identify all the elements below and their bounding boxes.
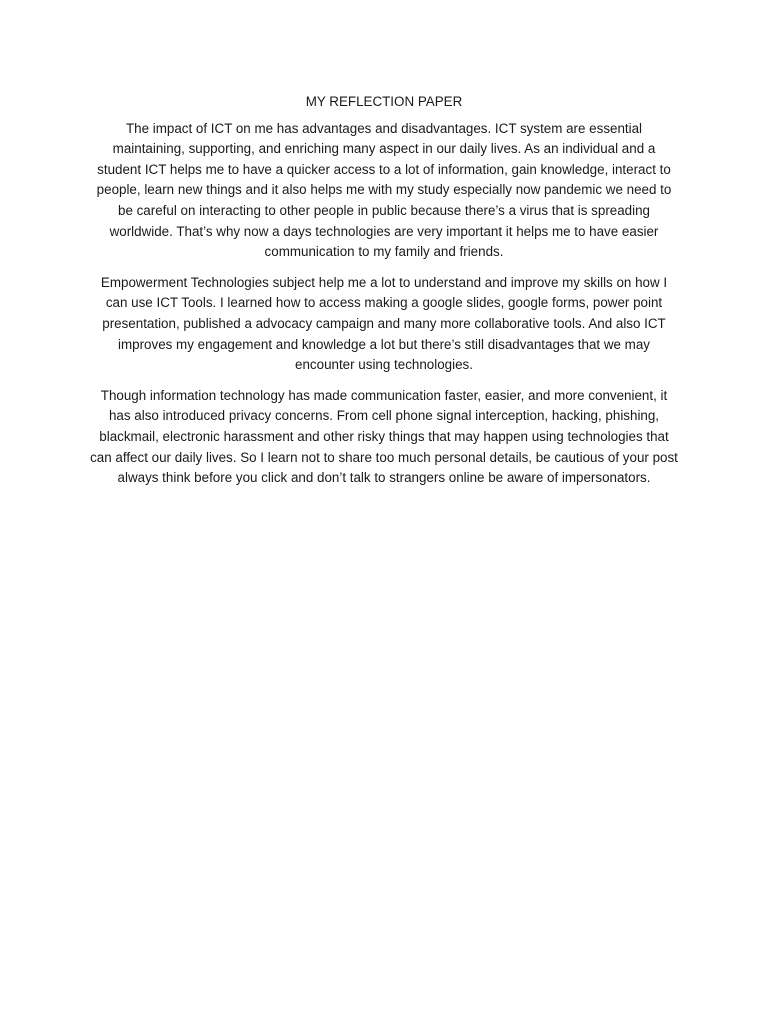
paragraph-ict-impact: The impact of ICT on me has advantages and disadvantages. ICT system are essential maintaining, supporting, and enriching many aspect in our daily lives. As an individual and a student ICT helps me to have a quicker access to a lot of information, gain knowledge, interact to people, learn new things and it also helps me with my study especially now pandemic we need to be careful on interacting to other people in public because there’s a virus that is spreading worldwide. That’s why now a days technologies are very important it helps me to have easier communication to my family and friends. bbox=[96, 120, 672, 260]
paragraph-empowerment-technologies: Empowerment Technologies subject help me a lot to understand and improve my skills on how I can use ICT Tools. I learned how to access making a google slides, google forms, power point presentation, published a advocacy campaign and many more collaborative tools. And also ICT improves my engagement and knowledge a lot but there’s still disadvantages that we may encounter using technologies. bbox=[100, 274, 668, 373]
paragraph-privacy-concerns: Though information technology has made communication faster, easier, and more convenient, it has also introduced privacy concerns. From cell phone signal interception, hacking, phishing, blackmail, electronic harassment and other risky things that may happen using technologies that can affect our daily lives. So I learn not to share too much personal details, be cautious of your post always think before you click and don’t talk to strangers online be aware of impersonators. bbox=[90, 387, 678, 486]
document-body bbox=[90, 92, 678, 499]
page-title: MY REFLECTION PAPER bbox=[305, 94, 463, 109]
